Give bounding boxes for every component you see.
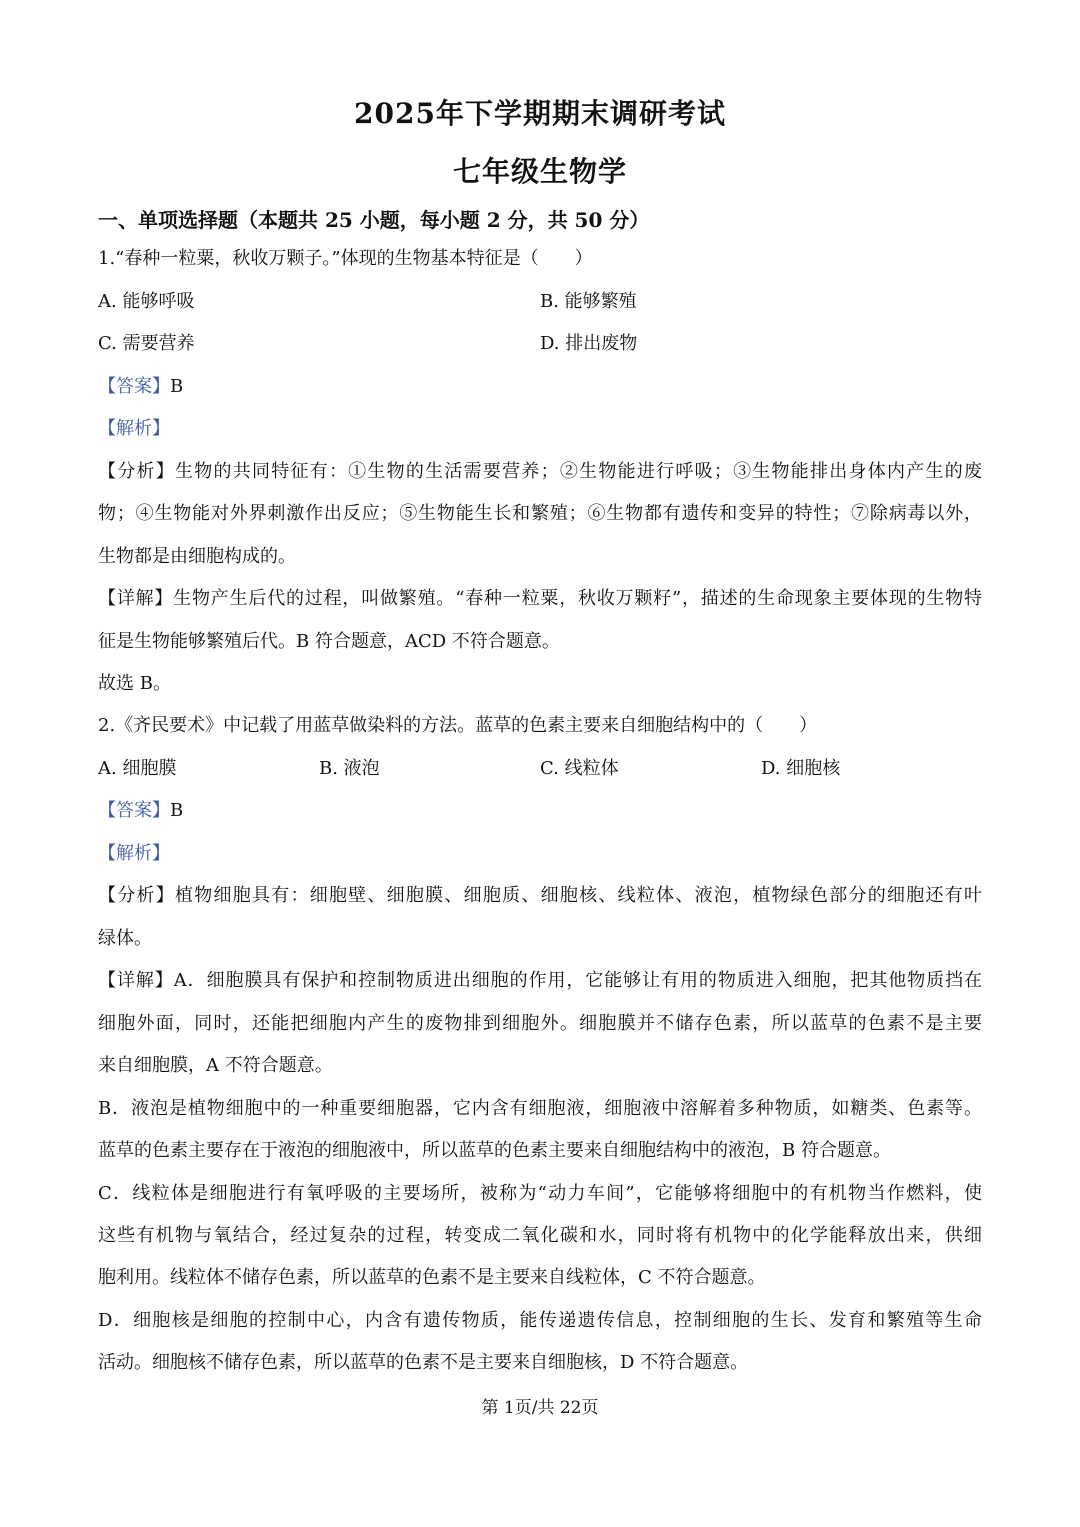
page-footer: 第 1页/共 22页 — [481, 1398, 599, 1418]
q2-xiangjie-line-7: 这些有机物与氧结合，经过复杂的过程，转变成二氧化碳和水，同时将有机物中的化学能释放出来，供细 — [98, 1225, 982, 1246]
answer-value: B — [170, 376, 184, 397]
xiangjie-label: 【详解】 — [98, 588, 174, 609]
xiangjie-text: A．细胞膜具有保护和控制物质进出细胞的作用，它能够让有用的物质进入细胞，把其他物质挡在 — [173, 970, 983, 991]
fenxi-text: 植物细胞具有：细胞壁、细胞膜、细胞质、细胞核、线粒体、液泡，植物绿色部分的细胞还有叶 — [174, 885, 983, 906]
q2-xiangjie-line-6: C．线粒体是细胞进行有氧呼吸的主要场所，被称为“动力车间”，它能够将细胞中的有机物当作燃料，使 — [98, 1183, 982, 1204]
q1-fenxi-line-1 — [98, 460, 982, 484]
exam-title: 2025年下学期期末调研考试 — [354, 97, 726, 130]
q2-xiangjie-line-9: D．细胞核是细胞的控制中心，内含有遗传物质，能传递遗传信息，控制细胞的生长、发育和繁殖等生命 — [98, 1310, 982, 1331]
fenxi-label: 【分析】 — [98, 885, 175, 906]
q2-xiangjie-line-10: 活动。细胞核不储存色素，所以蓝草的色素不是主要来自细胞核，D 不符合题意。 — [98, 1352, 749, 1373]
q2-xiangjie-line-3: 来自细胞膜，A 不符合题意。 — [98, 1055, 333, 1076]
answer-tag: 【答案】 — [98, 376, 170, 397]
section-heading: 一、单项选择题（本题共 25 小题，每小题 2 分，共 50 分） — [98, 208, 650, 232]
q2-option-c: C. 线粒体 — [540, 758, 619, 779]
q1-option-d: D. 排出废物 — [540, 333, 638, 354]
xiangjie-label: 【详解】 — [98, 970, 174, 991]
q1-option-a: A. 能够呼吸 — [98, 291, 195, 312]
q1-analysis-tag: 【解析】 — [98, 418, 170, 439]
q2-option-a: A. 细胞膜 — [98, 758, 177, 779]
question-1-stem: 1.“春种一粒粟，秋收万颗子。”体现的生物基本特征是（ ） — [98, 248, 593, 269]
q2-fenxi-line-2: 绿体。 — [98, 928, 152, 949]
q1-conclusion: 故选 B。 — [98, 673, 171, 694]
fenxi-text: 生物的共同特征有：①生物的生活需要营养；②生物能进行呼吸；③生物能排出身体内产生的废 — [174, 461, 983, 482]
xiangjie-text: 生物产生后代的过程，叫做繁殖。“春种一粒粟，秋收万颗籽”，描述的生命现象主要体现的生物特 — [173, 588, 982, 609]
answer-value: B — [170, 800, 184, 821]
q1-xiangjie-line-2: 征是生物能够繁殖后代。B 符合题意，ACD 不符合题意。 — [98, 631, 560, 652]
fenxi-label: 【分析】 — [98, 461, 175, 482]
q1-fenxi-line-3: 生物都是由细胞构成的。 — [98, 546, 296, 567]
q2-xiangjie-line-2: 细胞外面，同时，还能把细胞内产生的废物排到细胞外。细胞膜并不储存色素，所以蓝草的色素不是主要 — [98, 1013, 982, 1034]
exam-subject: 七年级生物学 — [452, 155, 627, 188]
q1-option-c: C. 需要营养 — [98, 333, 195, 354]
q2-fenxi-line-1 — [98, 884, 982, 908]
question-2-stem: 2.《齐民要术》中记载了用蓝草做染料的方法。蓝草的色素主要来自细胞结构中的（ ） — [98, 715, 818, 736]
q2-xiangjie-line-5: 蓝草的色素主要存在于液泡的细胞液中，所以蓝草的色素主要来自细胞结构中的液泡，B 符合题意。 — [98, 1140, 891, 1161]
q2-option-d: D. 细胞核 — [761, 758, 841, 779]
q2-xiangjie-line-1 — [98, 969, 982, 993]
q2-analysis-tag: 【解析】 — [98, 843, 170, 864]
q1-xiangjie-line-1 — [98, 587, 982, 611]
answer-tag: 【答案】 — [98, 800, 170, 821]
q2-answer — [98, 799, 183, 823]
q1-option-b: B. 能够繁殖 — [540, 291, 637, 312]
q1-answer — [98, 375, 183, 399]
q2-xiangjie-line-4: B．液泡是植物细胞中的一种重要细胞器，它内含有细胞液，细胞液中溶解着多种物质，如糖类、色素等。 — [98, 1098, 982, 1119]
q2-xiangjie-line-8: 胞利用。线粒体不储存色素，所以蓝草的色素不是主要来自线粒体，C 不符合题意。 — [98, 1267, 766, 1288]
q2-option-b: B. 液泡 — [319, 758, 380, 779]
q1-fenxi-line-2: 物；④生物能对外界刺激作出反应；⑤生物能生长和繁殖；⑥生物都有遗传和变异的特性；⑦除病毒以外， — [98, 503, 982, 524]
